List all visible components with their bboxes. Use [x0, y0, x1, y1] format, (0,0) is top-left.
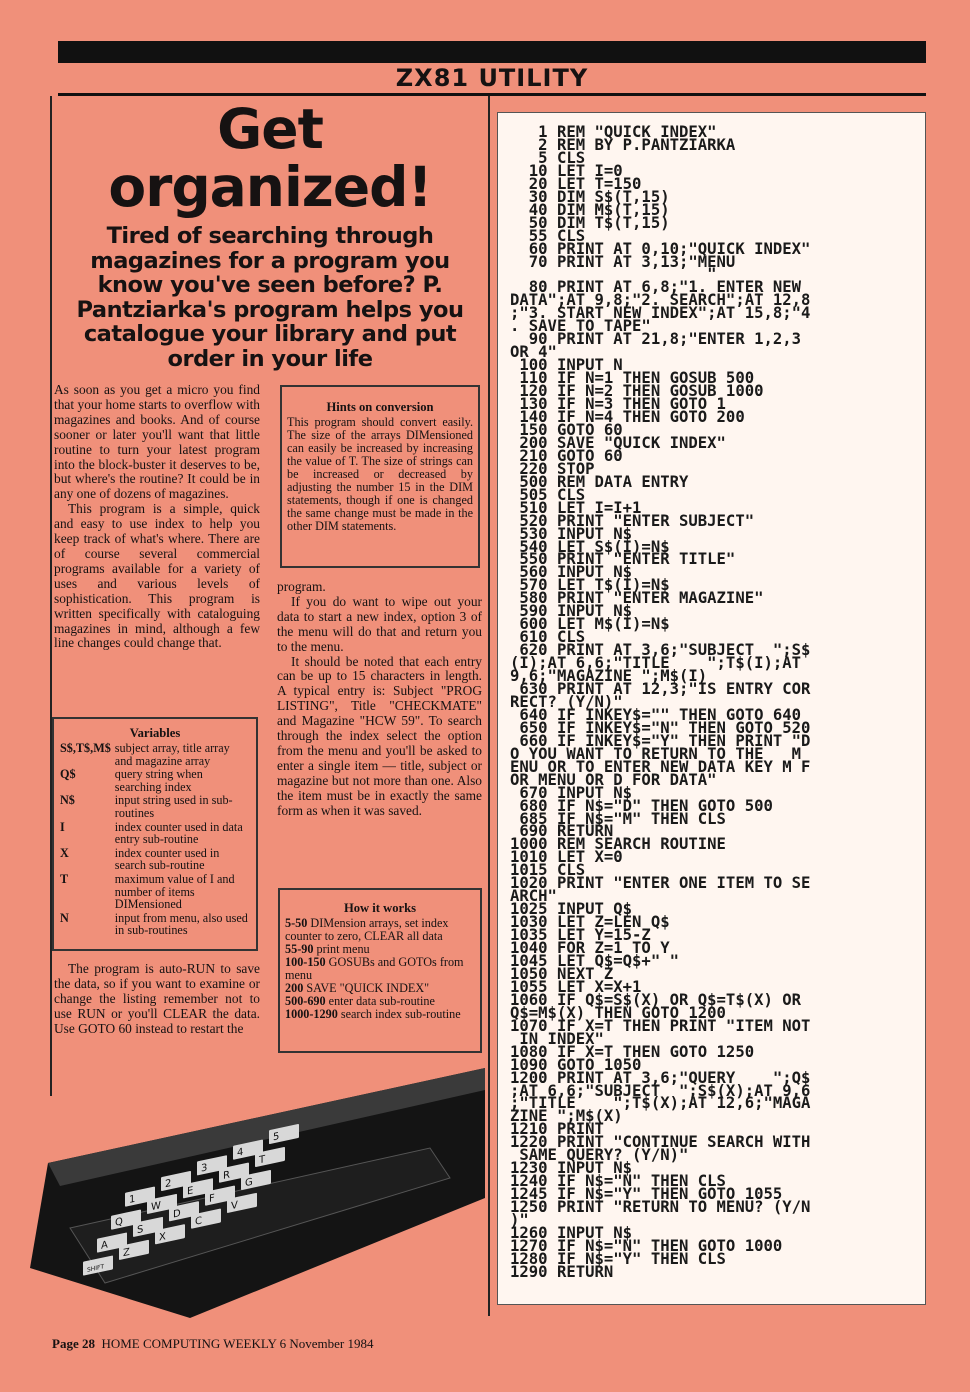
how-it-works-row: 100-150 GOSUBs and GOTOs from menu [285, 955, 464, 982]
how-it-works-row: 55-90 print menu [285, 942, 370, 956]
page-number: Page 28 [52, 1336, 95, 1351]
keyboard-key-label: 4 [237, 1146, 244, 1159]
body-column-1 [54, 383, 260, 651]
variables-table [60, 742, 250, 938]
column-divider [488, 96, 490, 1316]
how-it-works-row: 500-690 enter data sub-routine [285, 994, 435, 1008]
body-paragraph: This program is a simple, quick and easy to use index to help you keep track of what's where. There are of course several commercial programs available for a variety of uses and various levels of sophistication. This program is written specifically with cataloguing magazines in mind, although a few line changes could change that. [54, 501, 260, 651]
keyboard-key-label: C [195, 1215, 202, 1228]
keyboard-key-label: 2 [165, 1178, 172, 1191]
body-paragraph: It should be noted that each entry can be up to 15 characters in length. A typical entry is: Subject "PROG LISTING", Title "CHECKMATE" and Magazine "HCW 59". To search through the index select the option from the menu and you'll be asked to enter a single item — title, subject or magazine but not more than one. Also the item must be in exactly the same form as when it was saved. [277, 653, 482, 818]
how-it-works-row: 200 SAVE "QUICK INDEX" [285, 981, 430, 995]
keyboard-key-label: 5 [273, 1131, 280, 1144]
variable-row: N input from menu, also used in sub-routines [60, 910, 248, 938]
body-column-2 [277, 580, 482, 819]
variables-title: Variables [129, 726, 181, 740]
keyboard-key-label: V [231, 1199, 238, 1213]
variables-box [52, 717, 258, 951]
keyboard-key-label: SHIFT [87, 1263, 105, 1274]
body-paragraph: program. [277, 579, 326, 594]
variable-row: I index counter used in data entry sub-routine [60, 819, 243, 847]
variable-row: S$,T$,M$ subject array, title array and magazine array [60, 741, 230, 768]
section-title: ZX81 UTILITY [58, 63, 926, 96]
variable-row: Q$ query string when searching index [60, 767, 203, 794]
keyboard-key-label: X [159, 1231, 166, 1244]
keyboard-key-label: S [137, 1223, 144, 1237]
keyboard-key-label: 3 [201, 1162, 208, 1175]
how-it-works-row: 1000-1290 search index sub-routine [285, 1007, 461, 1021]
page-footer [52, 1336, 374, 1352]
headline [52, 97, 488, 219]
keyboard-key-label: F [209, 1192, 215, 1205]
how-it-works-box [278, 888, 482, 1053]
headline-line-1: Get [217, 97, 323, 161]
hints-text: This program should convert easily. The size of the arrays DIMensioned can easily be increased by increasing the value of T. The size of strings can be increased or decreased by adjusting the number 15 in the DIM statements, though if one is changed the same change must be made in the other DIM statements. [287, 415, 473, 533]
keyboard-key-label: D [173, 1208, 181, 1221]
keyboard-key-label: A [101, 1239, 108, 1252]
zx81-computer-photo [30, 1068, 485, 1318]
how-it-works-row: 5-50 DIMension arrays, set index counter to zero, CLEAR all data [285, 916, 449, 943]
body-paragraph: The program is auto-RUN to save the data, so if you want to examine or change the listing remember not to use RUN or you'll CLEAR the data. Use GOTO 60 instead to restart the [54, 961, 260, 1036]
basic-program-listing: 1 REM "QUICK INDEX" 2 REM BY P.PANTZIARKA 5 CLS 10 LET I=0 20 LET T=150 30 DIM S$(T,15) 40 DIM M$(T,15) 50 DIM T$(T,15) 55 CLS 60 PRINT AT 0,10;"QUICK INDEX" 70 PRINT AT 3,13;"MENU " 80 PRINT AT 6,8;"1. ENTER NEW DATA";AT 9,8;"2. SEARCH";AT 12,8 ;"3. START NEW INDEX";AT 15,8;"4 . SAVE TO TAPE" 90 PRINT AT 21,8;"ENTER 1,2,3 OR 4" 100 INPUT N 110 IF N=1 THEN GOSUB 500 120 IF N=2 THEN GOSUB 1000 130 IF N=3 THEN GOTO 1 140 IF N=4 THEN GOTO 200 150 GOTO 60 200 SAVE "QUICK INDEX" 210 GOTO 60 220 STOP 500 REM DATA ENTRY 505 CLS 510 LET I=I+1 520 PRINT "ENTER SUBJECT" 530 INPUT N$ 540 LET S$(I)=N$ 550 PRINT "ENTER TITLE" 560 INPUT N$ 570 LET T$(I)=N$ 580 PRINT "ENTER MAGAZINE" 590 INPUT N$ 600 LET M$(I)=N$ 610 CLS 620 PRINT AT 3,6;"SUBJECT ";S$ (I);AT 6,6;"TITLE ";T$(I);AT 9,6;"MAGAZINE ";M$(I) 630 PRINT AT 12,3;"IS ENTRY COR RECT? (Y/N)" 640 IF INKEY$="" THEN GOTO 640 650 IF INKEY$="N" THEN GOTO 520 660 IF INKEY$="Y" THEN PRINT "D O YOU WANT TO RETURN TO THE M ENU OR TO ENTER NEW DATA KEY M F OR MENU OR D FOR DATA" 670 INPUT N$ 680 IF N$="D" THEN GOTO 500 685 IF N$="M" THEN CLS 690 RETURN 1000 REM SEARCH ROUTINE 1010 LET X=0 1015 CLS 1020 PRINT "ENTER ONE ITEM TO SE ARCH" 1025 INPUT Q$ 1030 LET Z=LEN Q$ 1035 LET Y=15-Z 1040 FOR Z=1 TO Y 1045 LET Q$=Q$+" " 1050 NEXT Z 1055 LET X=X+1 1060 IF Q$=S$(X) OR Q$=T$(X) OR Q$=M$(X) THEN GOTO 1200 1070 IF X=T THEN PRINT "ITEM NOT IN INDEX" 1080 IF X=T THEN GOTO 1250 1090 GOTO 1050 1200 PRINT AT 3,6;"QUERY ";Q$ ;AT 6,6;"SUBJECT ";S$(X);AT 9,6 ;"TITLE ";T$(X);AT 12,6;"MAGA ZINE ";M$(X) 1210 PRINT 1220 PRINT "CONTINUE SEARCH WITH SAME QUERY? (Y/N)" 1230 INPUT N$ 1240 IF N$="N" THEN CLS 1245 IF N$="Y" THEN GOTO 1055 1250 PRINT "RETURN TO MENU? (Y/N )" 1260 INPUT N$ 1270 IF N$="N" THEN GOTO 1000 1280 IF N$="Y" THEN CLS 1290 RETURN [510, 123, 811, 1281]
keyboard-key-label: T [259, 1154, 266, 1167]
keyboard-key-label: E [187, 1185, 194, 1198]
how-it-works-title: How it works [343, 901, 417, 915]
headline-line-2: organized! [108, 155, 432, 219]
standfirst: Tired of searching through magazines for a program you know you've seen before? P. Pantziarka's program helps you catalogue your library and put order in your life [76, 223, 464, 372]
header-bar [58, 41, 926, 63]
variable-row: T maximum value of I and number of items DIMensioned [60, 871, 235, 912]
hints-on-conversion-box [280, 385, 480, 568]
hints-title: Hints on conversion [326, 400, 434, 414]
keyboard-key-label: Z [123, 1246, 130, 1260]
variable-row: X index counter used in search sub-routine [60, 845, 220, 873]
variable-row: N$ input string used in sub-routines [60, 793, 233, 820]
keyboard-key-label: 1 [129, 1193, 136, 1206]
body-paragraph: If you do want to wipe out your data to start a new index, option 3 of the menu will do that and return you to the menu. [277, 593, 482, 654]
keyboard-key-label: W [151, 1200, 161, 1214]
publication-line: HOME COMPUTING WEEKLY 6 November 1984 [101, 1336, 374, 1351]
keyboard-key-label: Q [115, 1216, 123, 1229]
body-column-1-bottom [54, 962, 260, 1037]
keyboard-key-label: G [245, 1176, 253, 1190]
keyboard-key-label: R [223, 1169, 230, 1182]
body-paragraph: As soon as you get a micro you find that your home starts to overflow with magazines and books. And of course sooner or later you'll want that little routine to turn your latest program into the block-buster it deserves to be, but where's the routine? It could be in any one of dozens of magazines. [54, 382, 260, 502]
